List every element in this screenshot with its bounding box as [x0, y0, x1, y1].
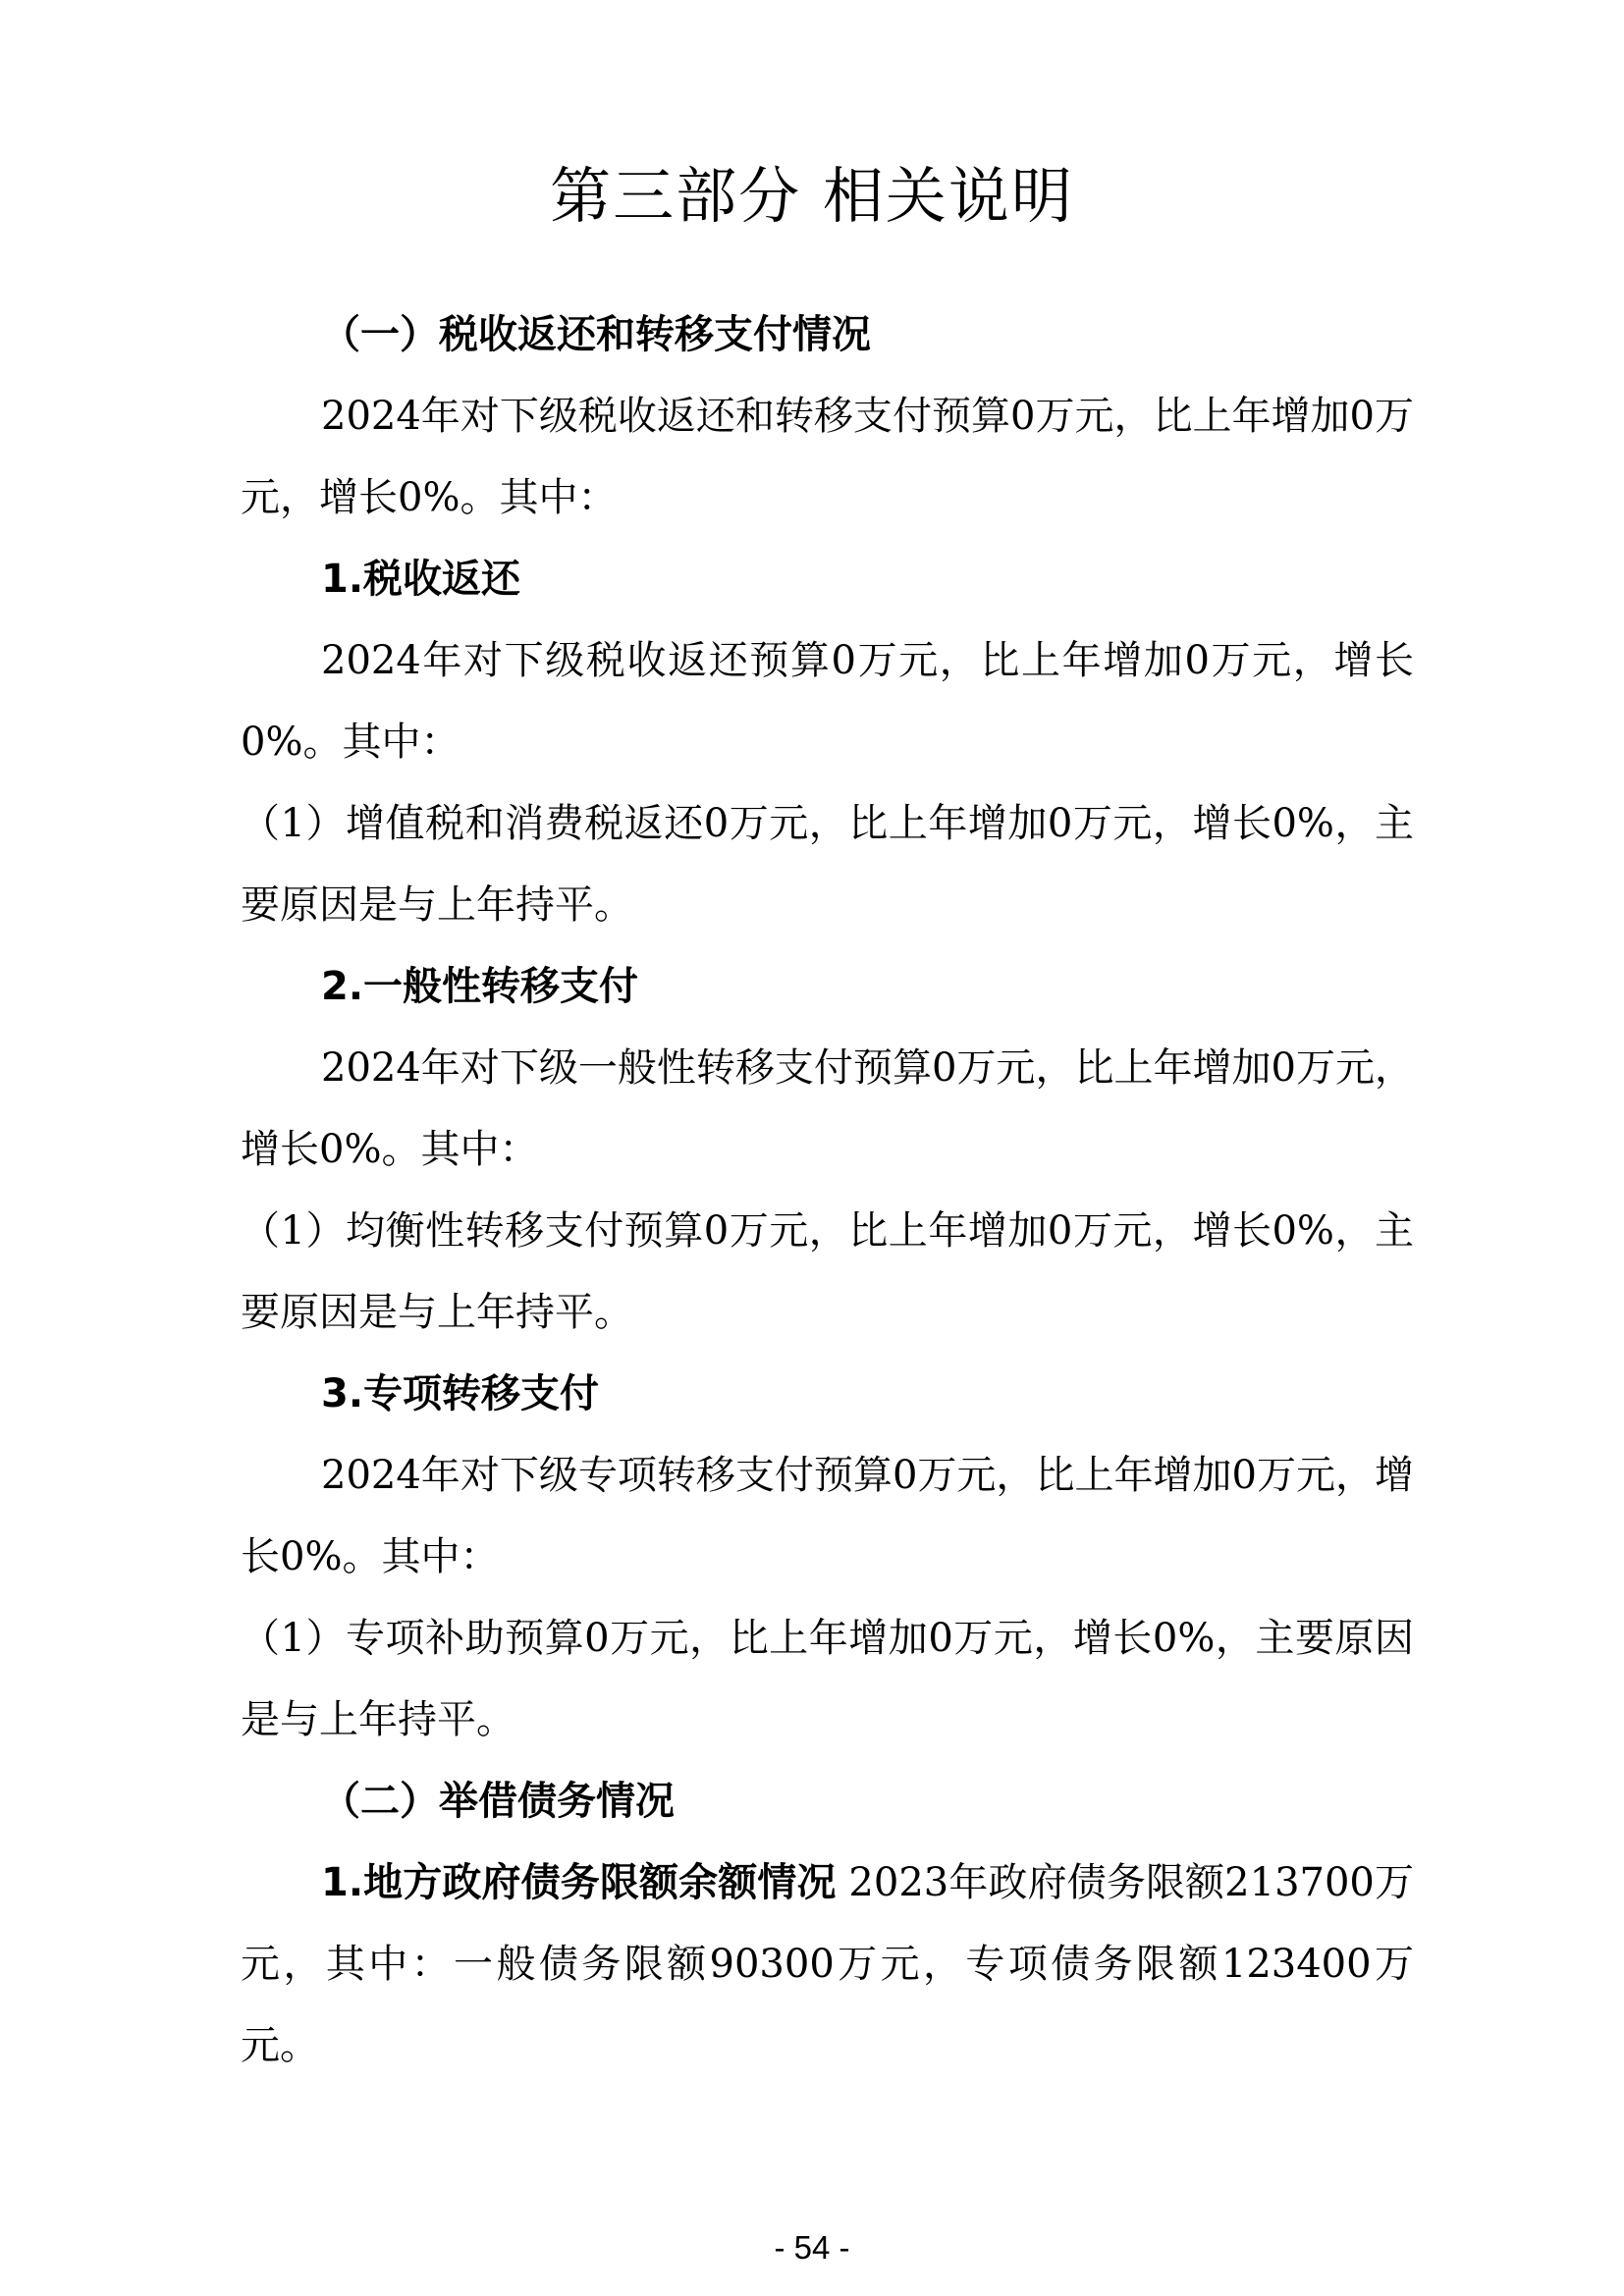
subheading-general-transfer: 2.一般性转移支付 — [321, 964, 639, 1009]
subheading-debt-limit: 1.地方政府债务限额余额情况 — [321, 1860, 837, 1905]
subheading-special-transfer: 3.专项转移支付 — [321, 1371, 600, 1416]
subheading-tax-rebate: 1.税收返还 — [321, 557, 521, 602]
page-number: - 54 - — [774, 2229, 850, 2266]
paragraph-tax-rebate: 2024年对下级税收返还预算0万元，比上年增加0万元，增长0%。其中： — [241, 638, 1414, 765]
paragraph-transfer-intro: 2024年对下级税收返还和转移支付预算0万元，比上年增加0万元，增长0%。其中： — [241, 394, 1414, 520]
list-item-vat-rebate: （1）增值税和消费税返还0万元，比上年增加0万元，增长0%，主要原因是与上年持平。 — [241, 801, 1414, 928]
paragraph-debt-limit — [241, 1842, 1414, 2087]
paragraph-general-transfer: 2024年对下级一般性转移支付预算0万元，比上年增加0万元，增长0%。其中： — [241, 1045, 1414, 1172]
section-heading-transfer-payments: （一）税收返还和转移支付情况 — [321, 312, 871, 357]
paragraph-special-transfer: 2024年对下级专项转移支付预算0万元，比上年增加0万元，增长0%。其中： — [241, 1453, 1414, 1579]
debt-limit-text: 2023年政府债务限额213700万元，其中：一般债务限额90300万元，专项债务限额123400万元。 — [241, 1860, 1414, 2068]
list-item-special-subsidy: （1）专项补助预算0万元，比上年增加0万元，增长0%，主要原因是与上年持平。 — [241, 1616, 1414, 1742]
page-title: 第三部分 相关说明 — [550, 160, 1074, 232]
document-body — [241, 294, 1414, 2087]
section-heading-debt: （二）举借债务情况 — [321, 1779, 675, 1824]
list-item-balanced-transfer: （1）均衡性转移支付预算0万元，比上年增加0万元，增长0%，主要原因是与上年持平。 — [241, 1208, 1414, 1335]
